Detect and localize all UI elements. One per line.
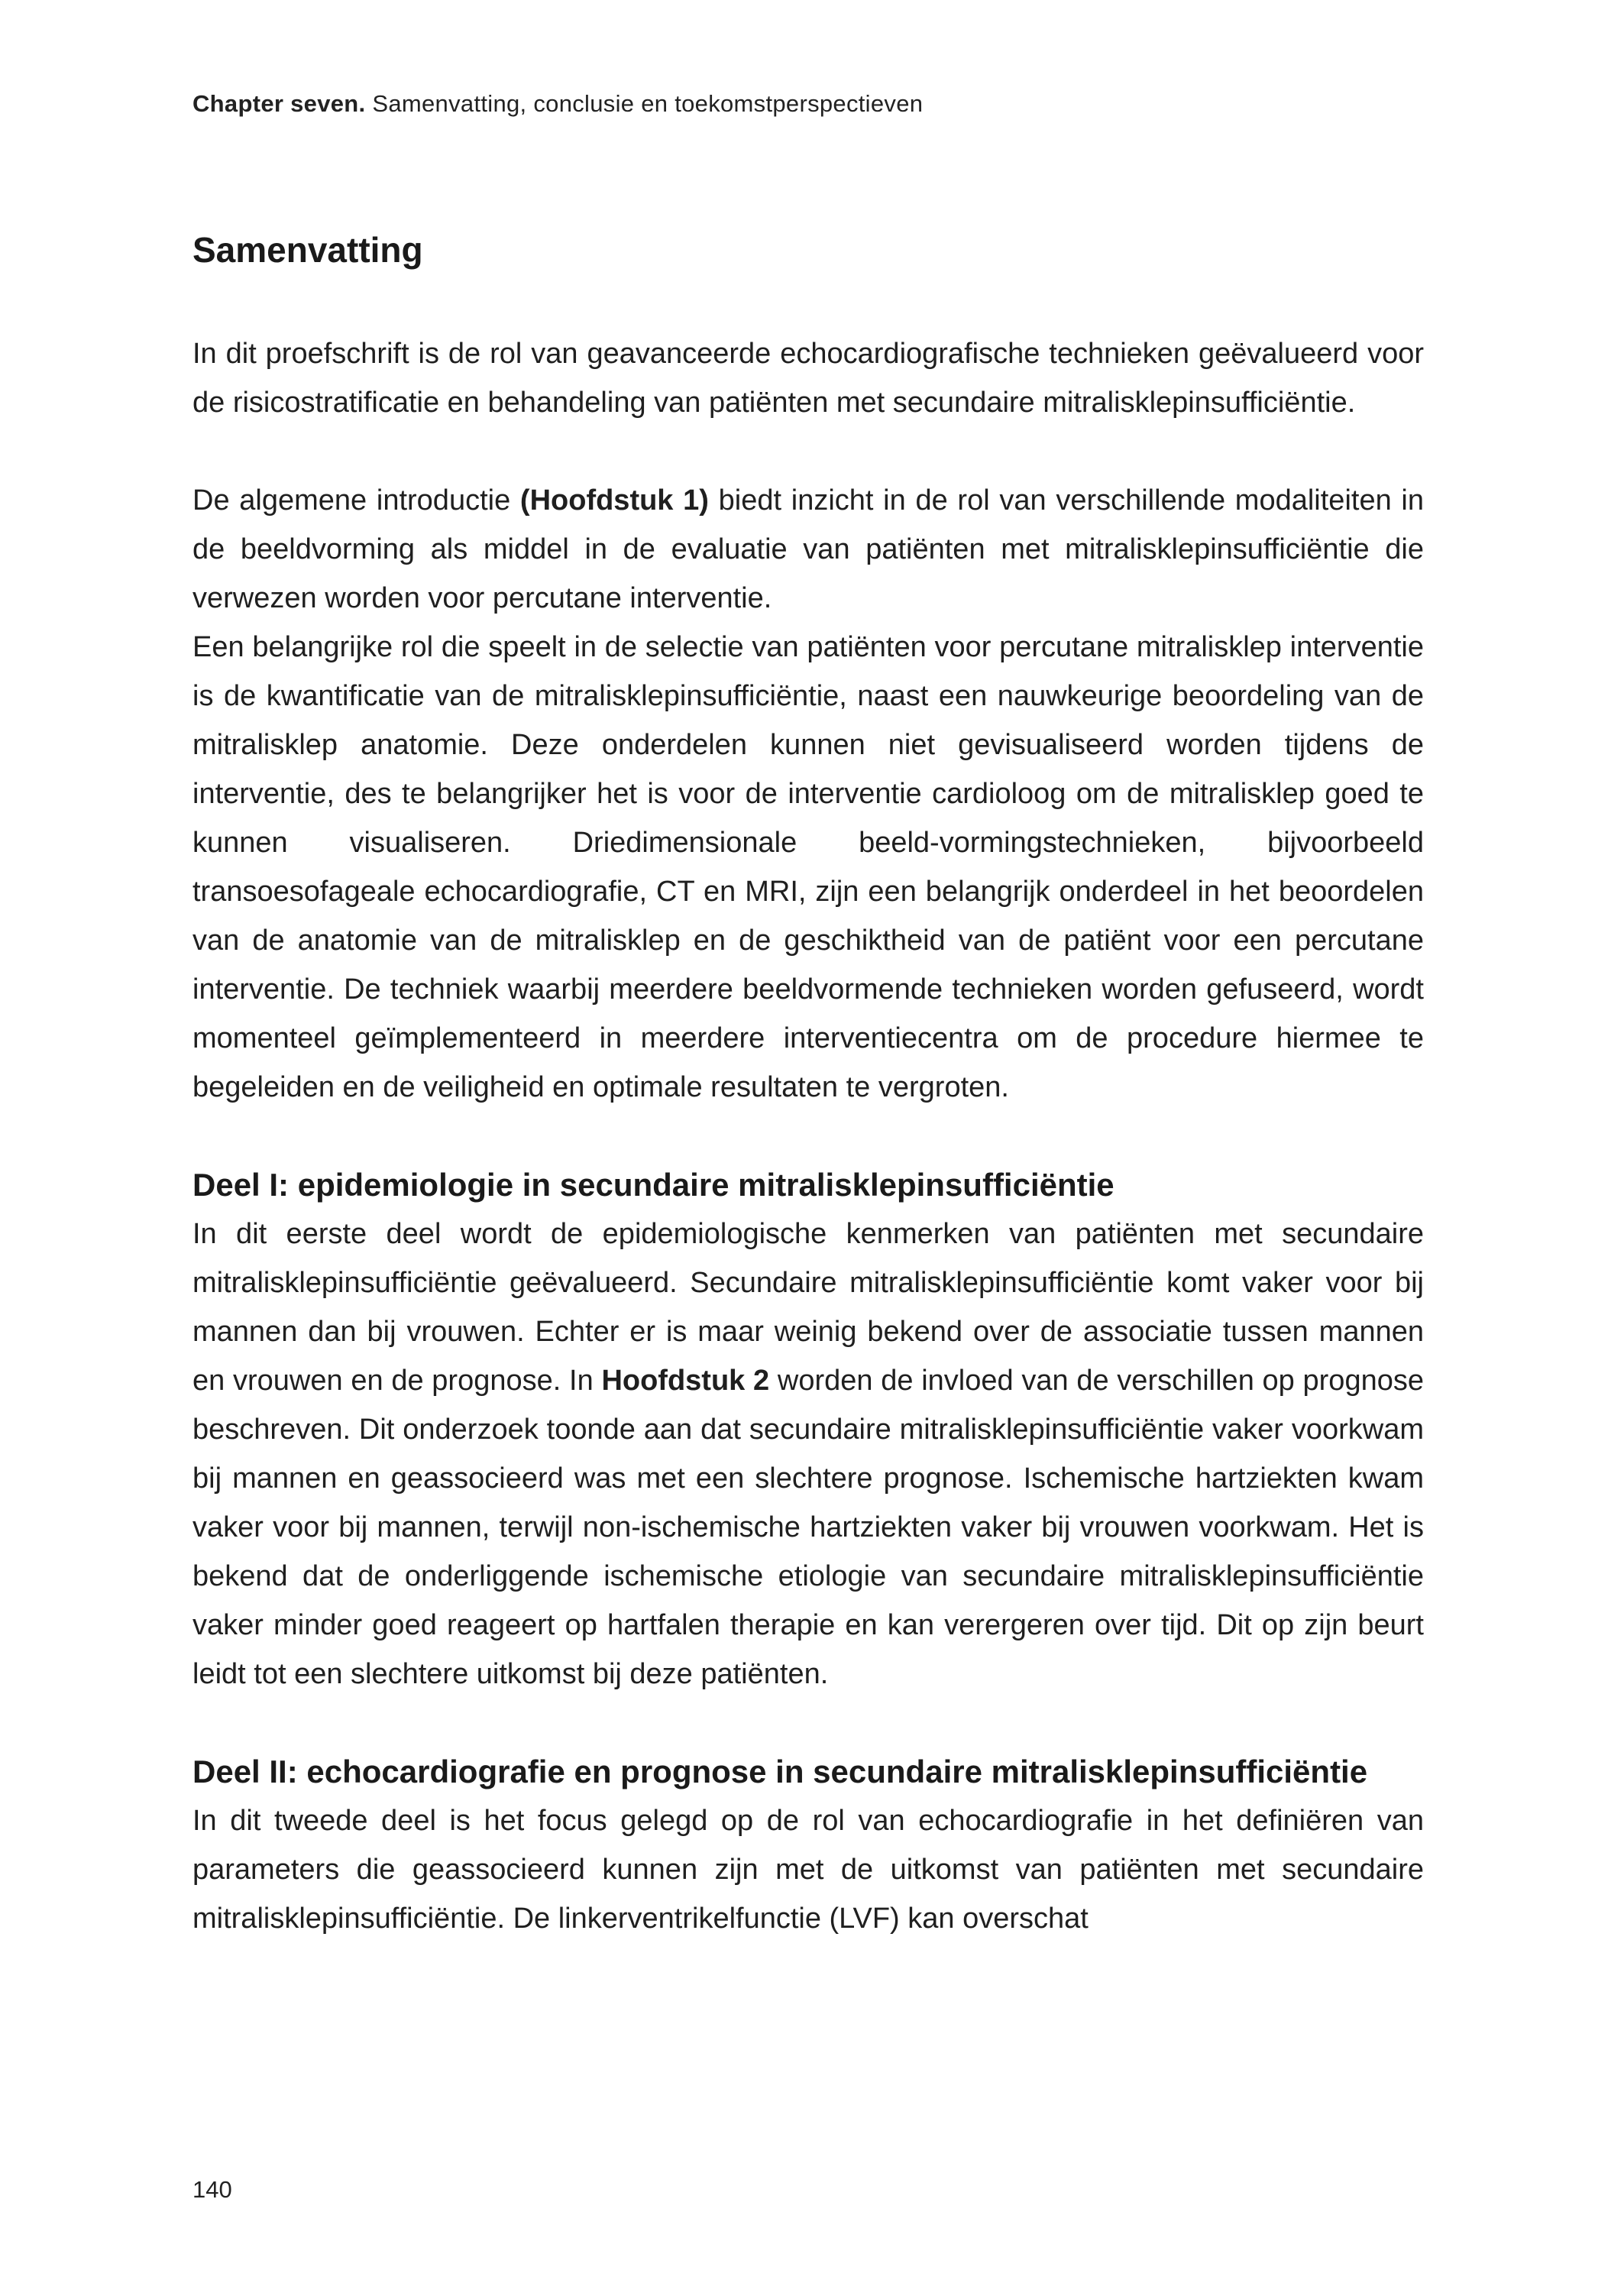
chapter-label: Chapter seven. xyxy=(192,90,366,117)
body-content xyxy=(192,229,1424,1943)
part1-heading: Deel I: epidemiologie in secundaire mitralisklepinsufficiëntie xyxy=(192,1167,1114,1203)
running-header xyxy=(192,90,923,118)
introduction-text-start: De algemene introductie xyxy=(192,484,520,517)
introduction-paragraph xyxy=(192,476,1424,623)
introduction-paragraph-2: Een belangrijke rol die speelt in de selectie van patiënten voor percutane mitralisklep interventie is de kwantificatie van de mitralisklepinsufficiëntie, naast een nauwkeurige beoordeling van de mitralisklep anatomie. Deze onderdelen kunnen niet gevisualiseerd worden tijdens de interventie, des te belangrijker het is voor de interventie cardioloog om de mitralisklep goed te kunnen visualiseren. Driedimensionale beeld-vormingstechnieken, bijvoorbeeld transoesofageale echocardiografie, CT en MRI, zijn een belangrijk onderdeel in het beoordelen van de anatomie van de mitralisklep en de geschiktheid van de patiënt voor een percutane interventie. De techniek waarbij meerdere beeldvormende technieken worden gefuseerd, wordt momenteel geïmplementeerd in meerdere interventiecentra om de procedure hiermee te begeleiden en de veiligheid en optimale resultaten te vergroten. xyxy=(192,631,1424,1104)
section-title: Samenvatting xyxy=(192,230,423,270)
introduction-text-end: biedt inzicht in de rol van verschillende modaliteiten in de beeldvorming als middel in de evaluatie van patiënten met mitralisklepinsufficiëntie die verwezen worden voor percutane interventie. xyxy=(192,484,1424,615)
page-number: 140 xyxy=(192,2176,232,2203)
part1-paragraph xyxy=(192,1210,1424,1699)
chapter-reference-1: (Hoofdstuk 1) xyxy=(519,484,709,517)
chapter-title: Samenvatting, conclusie en toekomstperspectieven xyxy=(372,90,924,117)
part1-text-start: In dit eerste deel wordt de epidemiologische kenmerken van patiënten met secundaire mitralisklepinsufficiëntie geëvalueerd. Secundaire mitralisklepinsufficiëntie komt vaker voor bij mannen dan bij vrouwen. Echter er is maar weinig bekend over de associatie tussen mannen en vrouwen en de prognose. In xyxy=(192,1218,1424,1397)
part1-text-end: worden de invloed van de verschillen op prognose beschreven. Dit onderzoek toonde aan dat secundaire mitralisklepinsufficiëntie vaker voorkwam bij mannen en geassocieerd was met een slechtere prognose. Ischemische hartziekten kwam vaker voor bij mannen, terwijl non-ischemische hartziekten vaker bij vrouwen voorkwam. Het is bekend dat de onderliggende ischemische etiologie van secundaire mitralisklepinsufficiëntie vaker minder goed reageert op hartfalen therapie en kan verergeren over tijd. Dit op zijn beurt leidt tot een slechtere uitkomst bij deze patiënten. xyxy=(192,1365,1424,1691)
part2-heading: Deel II: echocardiografie en prognose in secundaire mitralisklepinsufficiëntie xyxy=(192,1754,1368,1790)
intro-paragraph: In dit proefschrift is de rol van geavanceerde echocardiografische technieken geëvalueerd voor de risicostratificatie en behandeling van patiënten met secundaire mitralisklepinsufficiëntie. xyxy=(192,338,1424,419)
part2-paragraph: In dit tweede deel is het focus gelegd op de rol van echocardiografie in het definiëren van parameters die geassocieerd kunnen zijn met de uitkomst van patiënten met secundaire mitralisklepinsufficiëntie. De linkerventrikelfunctie (LVF) kan overschat xyxy=(192,1805,1424,1935)
chapter-reference-2: Hoofdstuk 2 xyxy=(601,1365,770,1397)
